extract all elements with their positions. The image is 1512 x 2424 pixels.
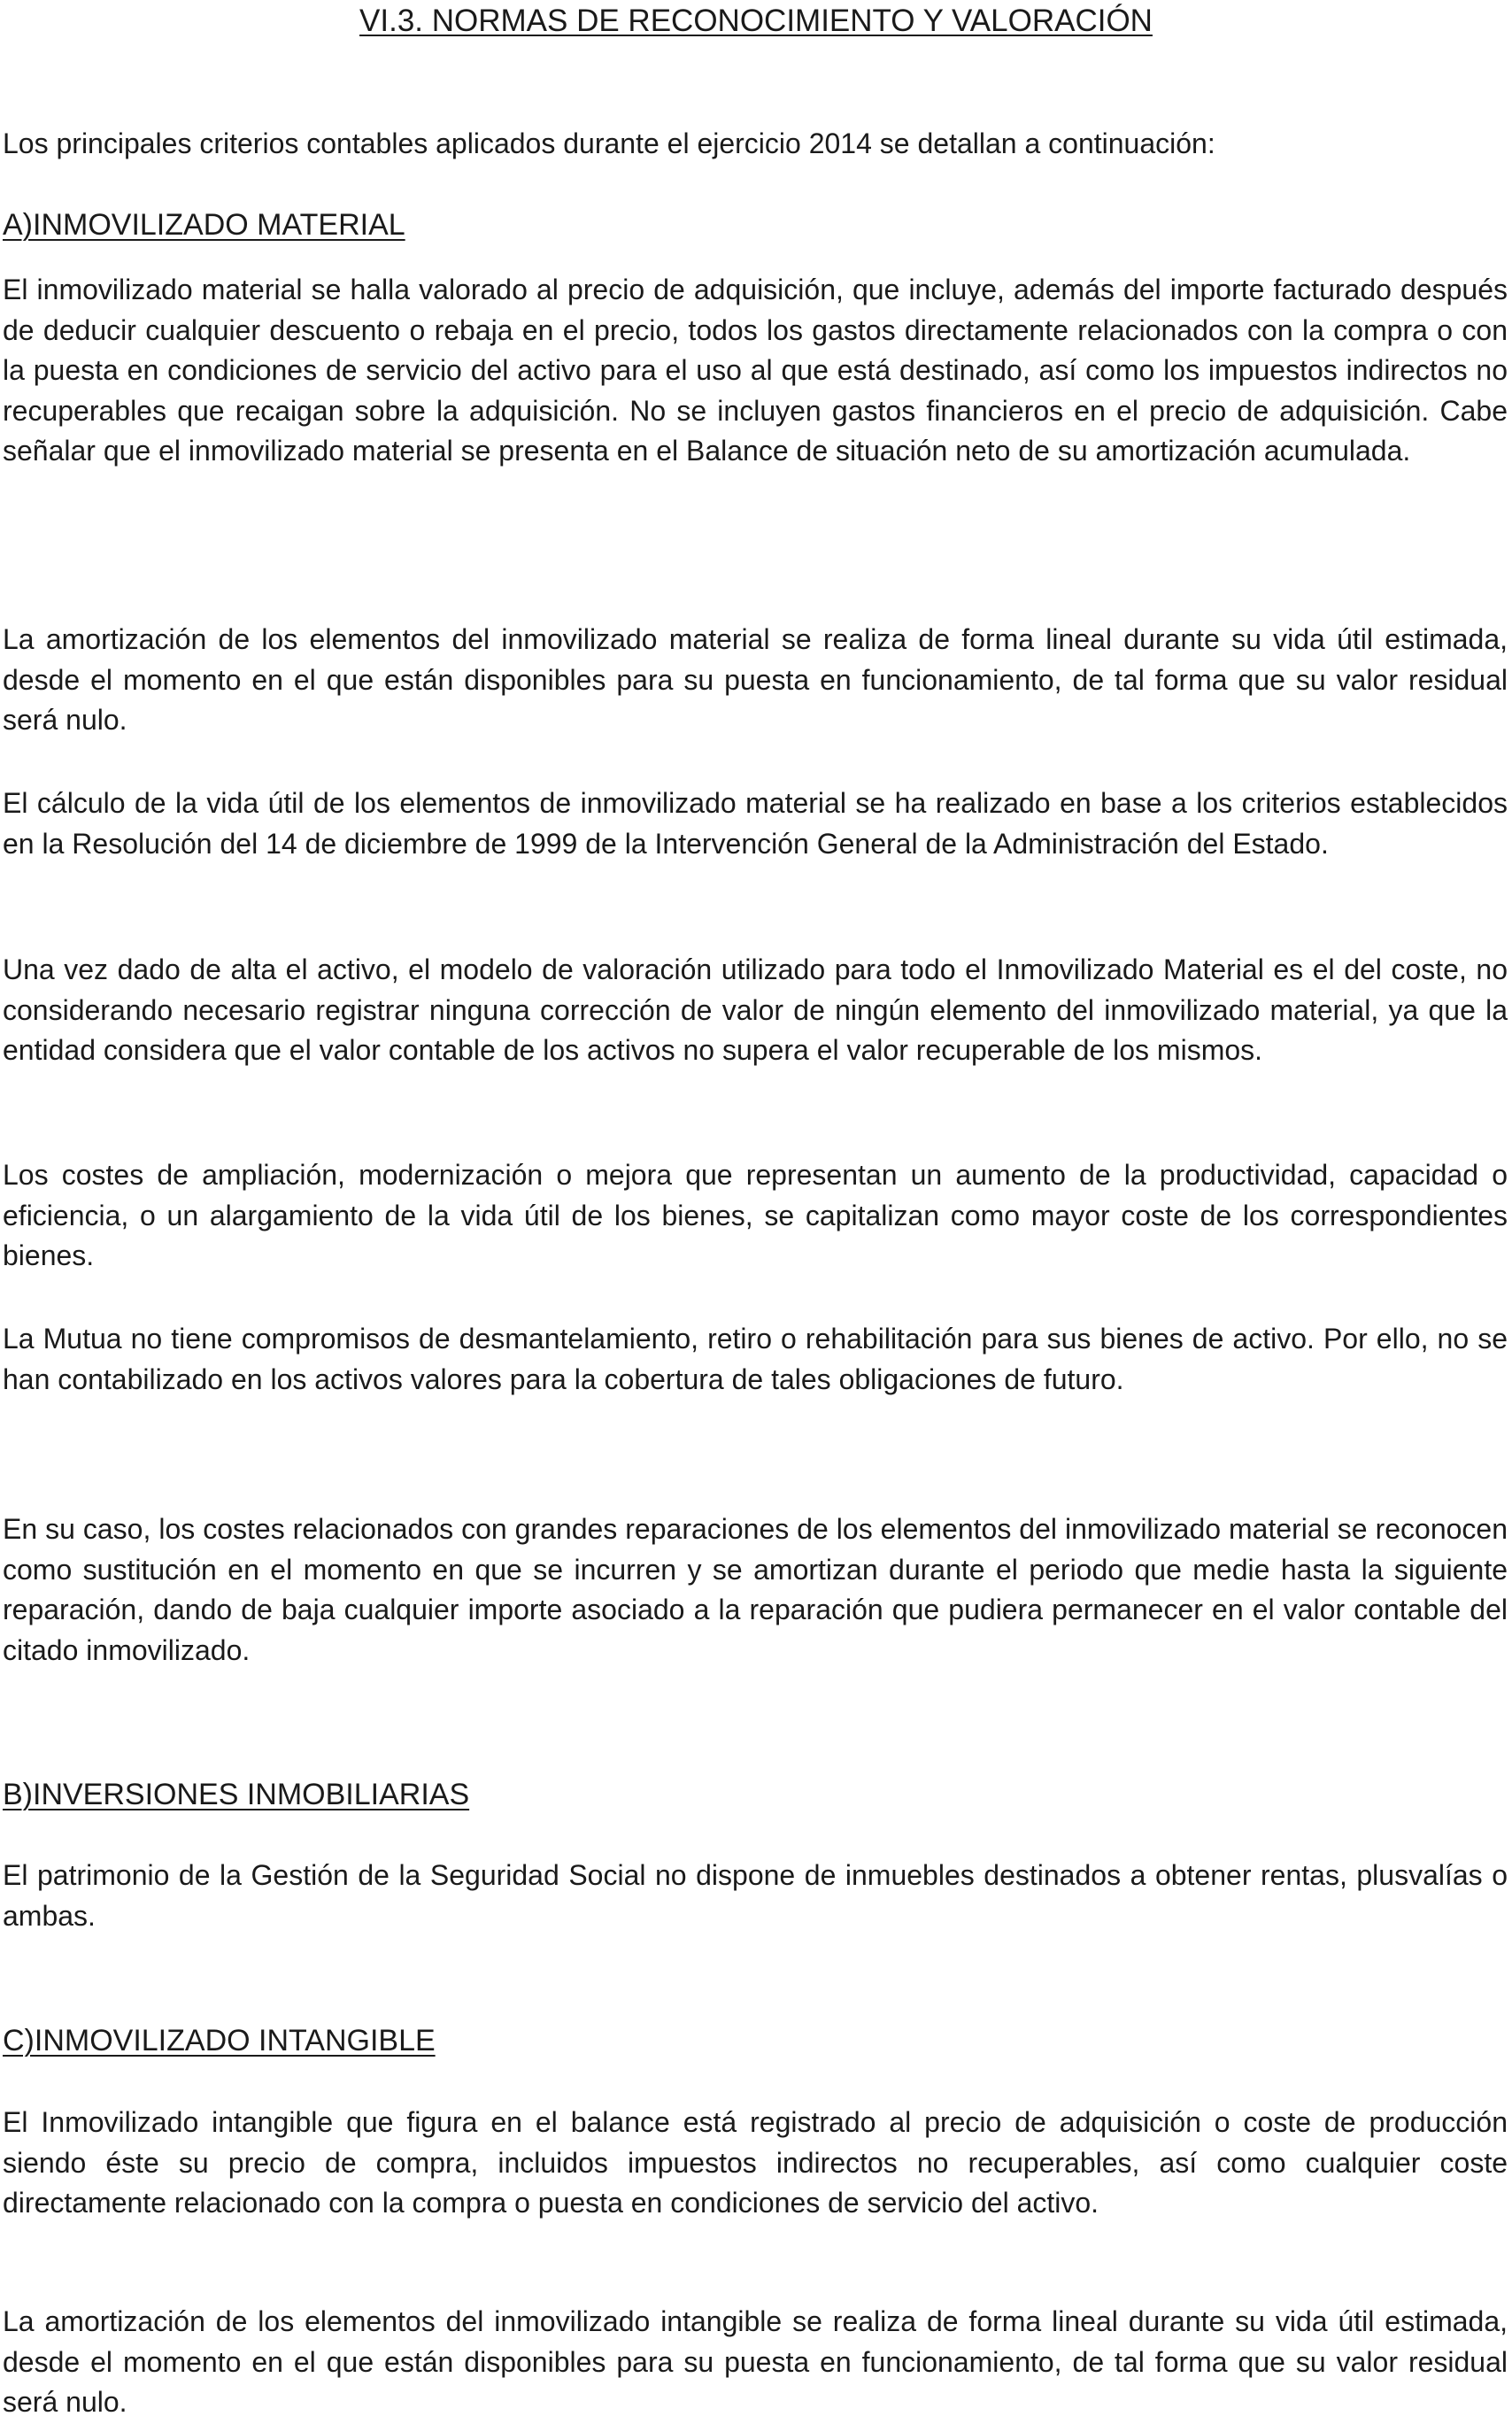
section-a-paragraph-3: El cálculo de la vida útil de los elementos de inmovilizado material se ha realizado en base a los criterios establecidos en la Resolución del 14 de diciembre de 1999 de la Intervención General de la Administración del Estado.: [3, 787, 1508, 860]
section-a-paragraph-2: La amortización de los elementos del inmovilizado material se realiza de forma lineal durante su vida útil estimada, desde el momento en el que están disponibles para su puesta en funcionamiento, de tal forma que su valor residual será nulo.: [3, 623, 1508, 736]
section-b-title: B)INVERSIONES INMOBILIARIAS: [3, 1778, 470, 1811]
section-c-paragraph-2: La amortización de los elementos del inmovilizado intangible se realiza de forma lineal durante su vida útil estimada, desde el momento en el que están disponibles para su puesta en funcionamiento, de tal forma que su valor residual será nulo.: [3, 2305, 1508, 2418]
section-a-paragraph-1: El inmovilizado material se halla valorado al precio de adquisición, que incluye, además del importe facturado después de deducir cualquier descuento o rebaja en el precio, todos los gastos directamente relacionados con la compra o con la puesta en condiciones de servicio del activo para el uso al que está destinado, así como los impuestos indirectos no recuperables que recaigan sobre la adquisición. No se incluyen gastos financieros en el precio de adquisición. Cabe señalar que el inmovilizado material se presenta en el Balance de situación neto de su amortización acumulada.: [3, 274, 1508, 467]
section-b-paragraph-1: El patrimonio de la Gestión de la Seguridad Social no dispone de inmuebles destinados a obtener rentas, plusvalías o ambas.: [3, 1859, 1508, 1932]
section-a-paragraph-7: En su caso, los costes relacionados con grandes reparaciones de los elementos del inmovilizado material se reconocen como sustitución en el momento en que se incurren y se amortizan durante el periodo que medie hasta la siguiente reparación, dando de baja cualquier importe asociado a la reparación que pudiera permanecer en el valor contable del citado inmovilizado.: [3, 1513, 1508, 1666]
page-heading: VI.3. NORMAS DE RECONOCIMIENTO Y VALORACIÓN: [359, 4, 1153, 38]
section-c-title: C)INMOVILIZADO INTANGIBLE: [3, 2024, 436, 2057]
section-a-paragraph-4: Una vez dado de alta el activo, el modelo de valoración utilizado para todo el Inmovilizado Material es el del coste, no considerando necesario registrar ninguna corrección de valor de ningún elemento del inmovilizado material, ya que la entidad considera que el valor contable de los activos no supera el valor recuperable de los mismos.: [3, 953, 1508, 1066]
section-a-paragraph-6: La Mutua no tiene compromisos de desmantelamiento, retiro o rehabilitación para sus bienes de activo. Por ello, no se han contabilizado en los activos valores para la cobertura de tales obligaciones de futuro.: [3, 1323, 1508, 1395]
intro-paragraph: Los principales criterios contables aplicados durante el ejercicio 2014 se detallan a continuación:: [3, 127, 1215, 159]
section-a-paragraph-5: Los costes de ampliación, modernización o mejora que representan un aumento de la productividad, capacidad o eficiencia, o un alargamiento de la vida útil de los bienes, se capitalizan como mayor coste de los correspondientes bienes.: [3, 1159, 1508, 1271]
section-a-title: A)INMOVILIZADO MATERIAL: [3, 208, 405, 242]
section-c-paragraph-1: El Inmovilizado intangible que figura en el balance está registrado al precio de adquisición o coste de producción siendo éste su precio de compra, incluidos impuestos indirectos no recuperables, así como cualquier coste directamente relacionado con la compra o puesta en condiciones de servicio del activo.: [3, 2106, 1508, 2219]
